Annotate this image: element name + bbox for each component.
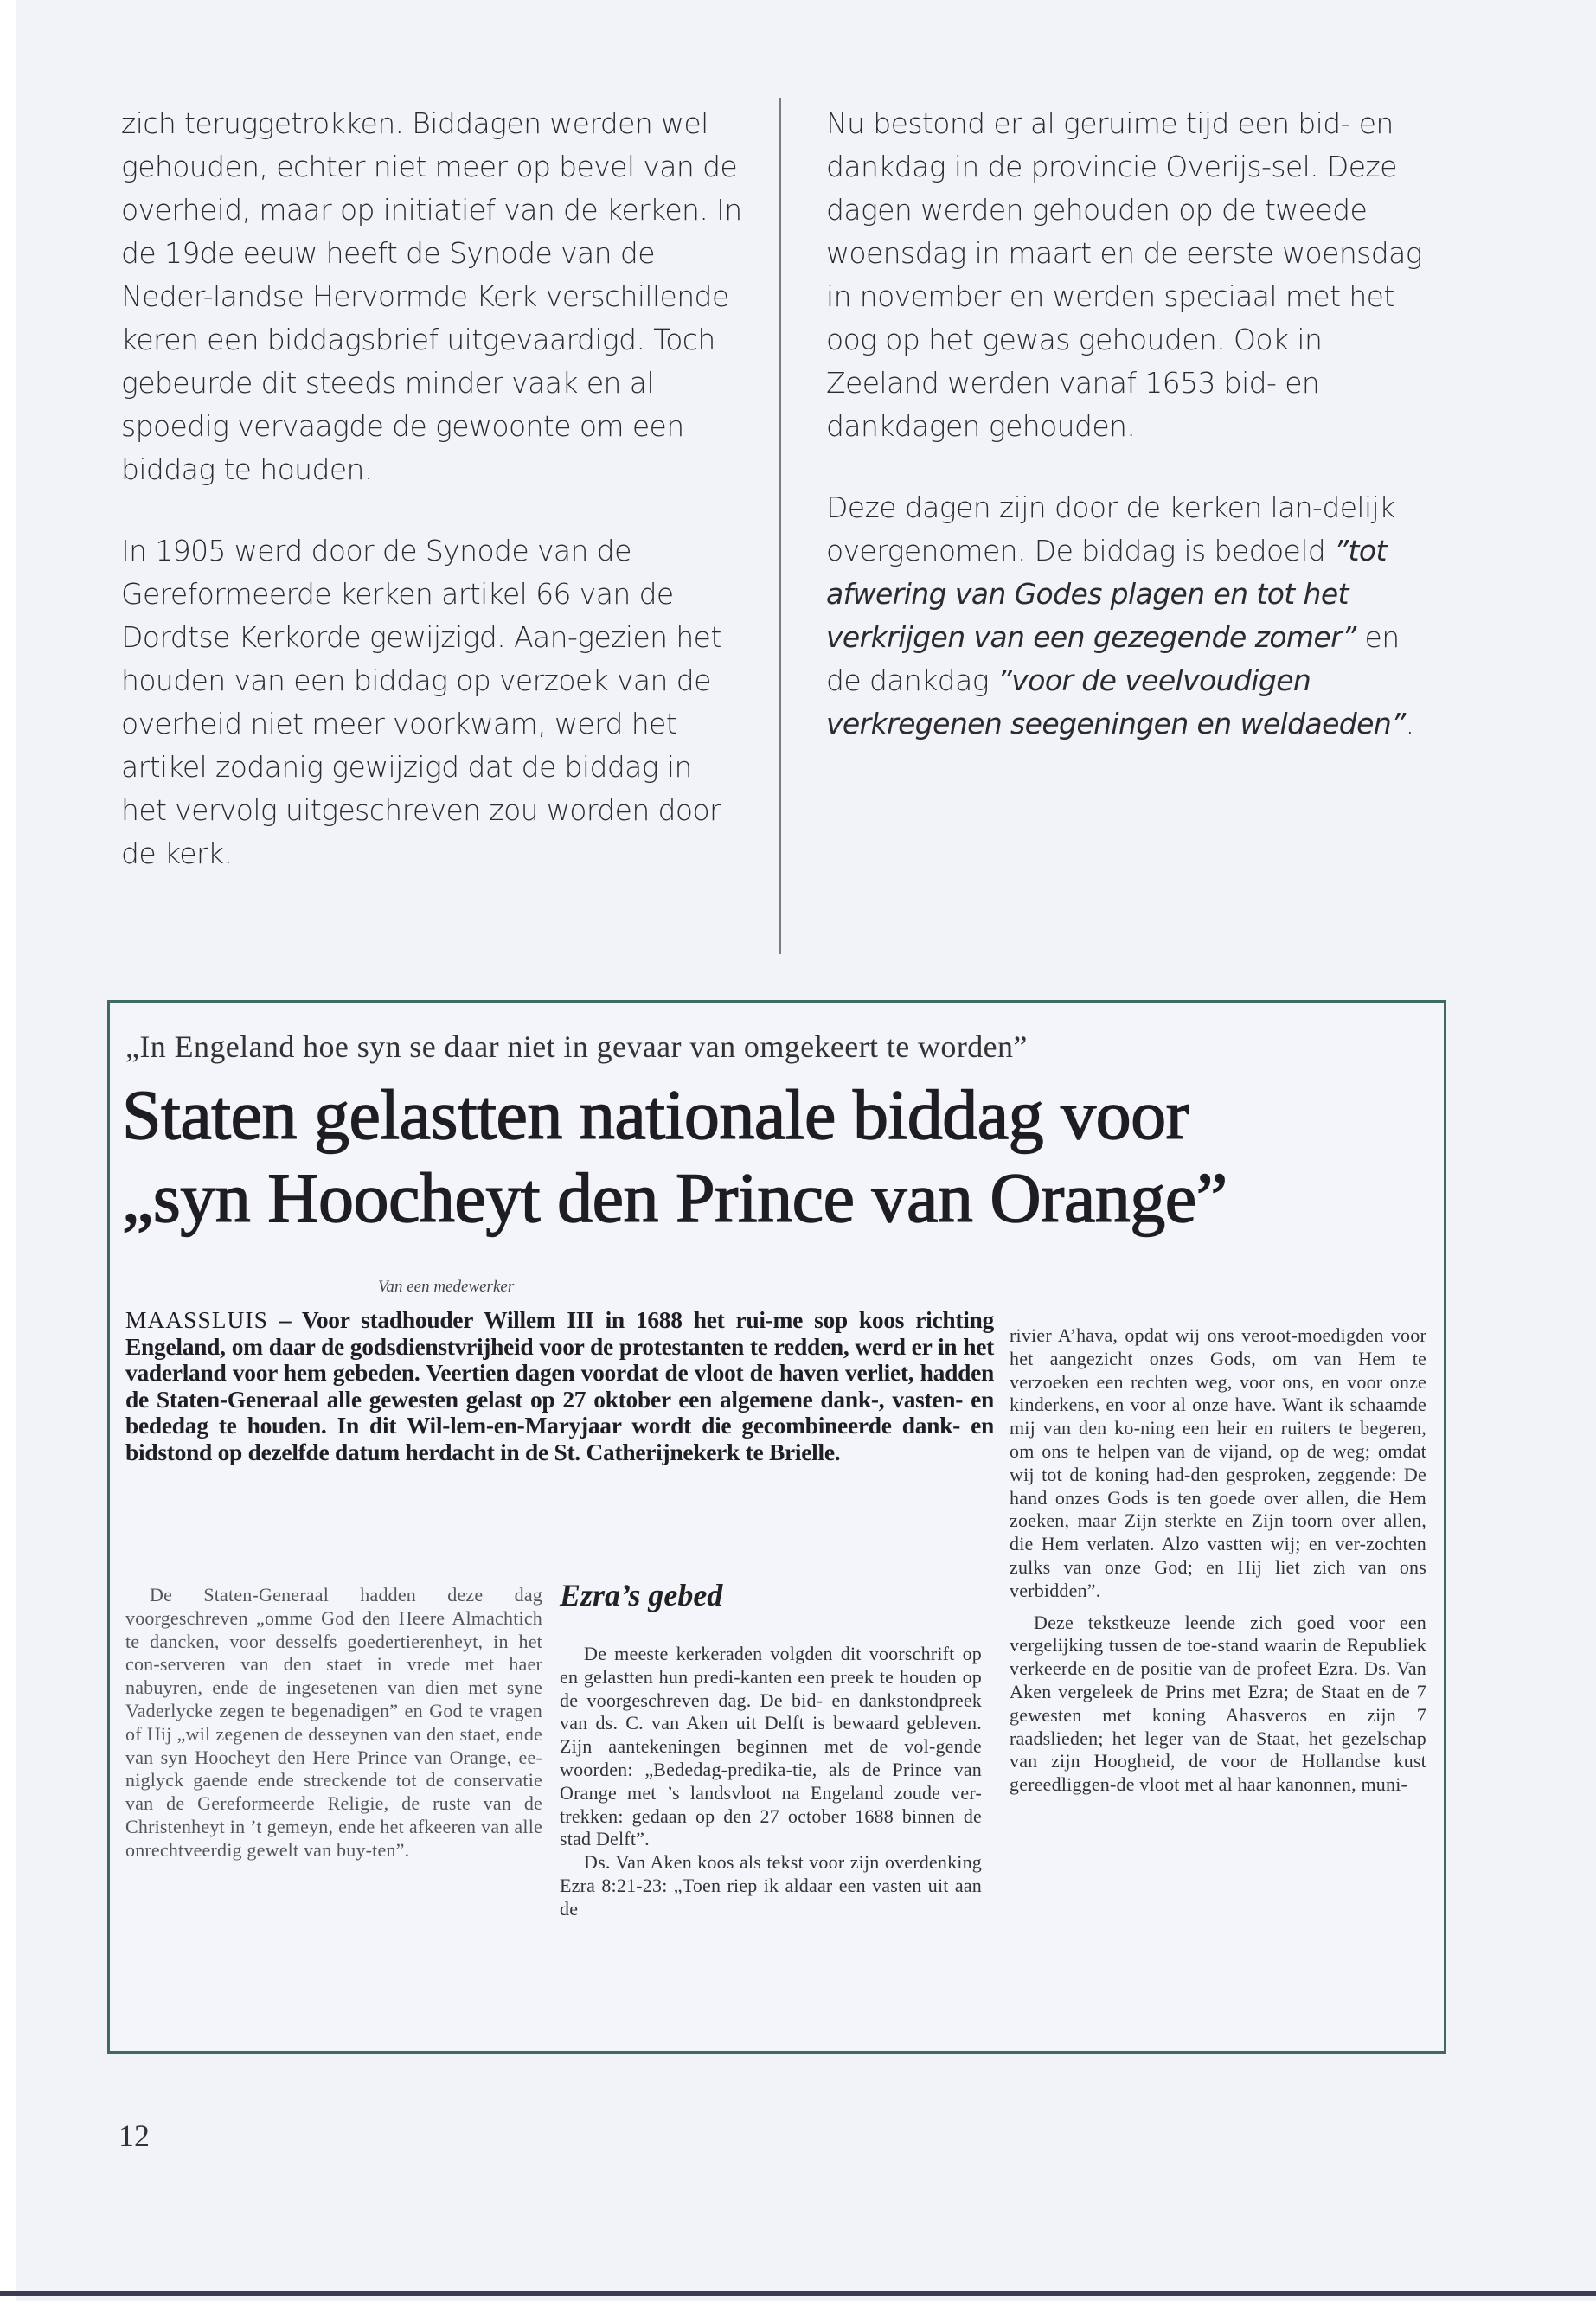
clipping-headline — [122, 1074, 1420, 1240]
paragraph-text: Deze dagen zijn door de kerken lan-delijk overgenomen. De biddag is bedoeld — [826, 490, 1395, 567]
page-number: 12 — [119, 2118, 150, 2153]
article-column-right — [826, 102, 1432, 784]
byline: Van een medewerker — [378, 1278, 515, 1296]
paragraph: zich teruggetrokken. Biddagen werden wel gehouden, echter niet meer op bevel van de overheid, maar op initiatief van de kerken. In de 19de eeuw heeft de Synode van de Neder-landse Hervormde Kerk verschillende keren een biddagsbrief uitgevaardigd. Toch gebeurde dit steeds minder vaak en al spoedig vervaagde de gewoonte om een biddag te houden. — [121, 106, 742, 486]
quotation-dankdag: ”voor de veelvoudigen verkregenen seegeningen en weldaeden” — [826, 663, 1406, 740]
column-divider — [779, 98, 781, 954]
headline-line-2: „syn Hoocheyt den Prince van Orange” — [122, 1158, 1227, 1237]
news-clipping-box — [107, 1000, 1446, 2054]
paragraph — [826, 486, 1432, 746]
page-edge — [0, 0, 16, 2301]
clipping-column-3 — [1010, 1324, 1426, 1797]
paragraph: De Staten-Generaal hadden deze dag voorgeschreven „omme God den Heere Almachtich te dancken, voor desselfs goedertierenheyt, in het con-serveren van den staet in vrede met haer nabuyren, ende de ingesetenen van dien met syne Vaderlycke zegen te begenadigen” en God te vragen of Hij „wil zegenen de desseynen van den staet, ende van syn Hoocheyt den Here Prince van Orange, ee-niglyck gaende ende streckende tot de conservatie van de Gereformeerde Religie, de ruste van de Christenheyt in ’t gemeyn, ende het afkeeren van alle onrechtveerdig gewelt van buy-ten”. — [125, 1584, 542, 1861]
paragraph: Deze tekstkeuze leende zich goed voor een vergelijking tussen de toe-stand waarin de Republiek verkeerde en de positie van de profeet Ezra. Ds. Van Aken vergeleek de Prins met Ezra; de Staat en de 7 gewesten met koning Ahasveros en zijn 7 raadslieden; het leger van de Staat, het gezelschap van zijn Hoogheid, de voor de Hollandse kust gereedliggen-de vloot met al haar kanonnen, muni- — [1010, 1611, 1426, 1796]
lead-paragraph — [125, 1307, 994, 1465]
quotation-biddag: ”tot afwering van Godes plagen en tot het verkrijgen van een gezegende zomer” — [826, 534, 1387, 654]
article-column-left — [121, 102, 744, 913]
paragraph: Ds. Van Aken koos als tekst voor zijn overdenking Ezra 8:21-23: „Toen riep ik aldaar een vasten uit aan de — [560, 1851, 982, 1920]
clipping-column-1 — [125, 1584, 542, 1862]
page-bottom-edge — [0, 2291, 1596, 2296]
headline-line-1: Staten gelastten nationale biddag voor — [122, 1075, 1189, 1154]
clipping-column-2 — [560, 1643, 982, 1921]
paragraph: Nu bestond er al geruime tijd een bid- en dankdag in de provincie Overijs-sel. Deze dagen werden gehouden op de tweede woensdag in maart en de eerste woensdag in november en werden speciaal met het oog op het gewas gehouden. Ook in Zeeland werden vanaf 1653 bid- en dankdagen gehouden. — [826, 106, 1422, 443]
paragraph-text: en de dankdag — [826, 620, 1400, 697]
paragraph: De meeste kerkeraden volgden dit voorschrift op en gelastten hun predi-kanten een preek te houden op de voorgeschreven dag. De bid- en dankstondpreek van ds. C. van Aken uit Delft is bewaard gebleven. Zijn aantekeningen beginnen met de vol-gende woorden: „Bededag-predika-tie, als de Prince van Orange met ’s landsvloot na Engeland zoude ver-trekken: gedaan op den 27 october 1688 binnen de stad Delft”. — [560, 1643, 982, 1850]
lead-text: – Voor stadhouder Willem III in 1688 het rui-me sop koos richting Engeland, om daar de godsdienstvrijheid voor de protestanten te redden, werd er in het vaderland voor hem gebeden. Veertien dagen voordat de vloot de haven verliet, hadden de Staten-Generaal alle gewesten gelast op 27 oktober een algemene dank-, vasten- en bededag te houden. In dit Wil-lem-en-Maryjaar wordt die gecombineerde dank- en bidstond op dezelfde datum herdacht in de St. Catherijnekerk te Brielle. — [125, 1306, 994, 1465]
subheading: Ezra’s gebed — [560, 1578, 723, 1612]
clipping-kicker: „In Engeland hoe syn se daar niet in gevaar van omgekeert te worden” — [125, 1029, 1028, 1064]
paragraph-text: . — [1405, 707, 1414, 740]
dateline: MAASSLUIS — [125, 1306, 268, 1333]
paragraph: In 1905 werd door de Synode van de Gereformeerde kerken artikel 66 van de Dordtse Kerkorde gewijzigd. Aan-gezien het houden van een biddag op verzoek van de overheid niet meer voorkwam, werd het artikel zodanig gewijzigd dat de biddag in het vervolg uitgeschreven zou worden door de kerk. — [121, 534, 721, 870]
paragraph: rivier A’hava, opdat wij ons veroot-moedigden voor het aangezicht onzes Gods, om van Hem te verzoeken een rechten weg, voor ons, en voor onze kinderkens, en voor al onze have. Want ik schaamde mij van den ko-ning een heir en ruiters te begeren, om ons te helpen van de vijand, op de weg; omdat wij tot de koning had-den gesproken, zeggende: De hand onzes Gods is ten goede over allen, die Hem zoeken, maar Zijn sterkte en Zijn toorn over allen, die Hem verlaten. Alzo vastten wij; en ver-zochten zulks van onze God; en Hij liet zich van ons verbidden”. — [1010, 1324, 1426, 1601]
